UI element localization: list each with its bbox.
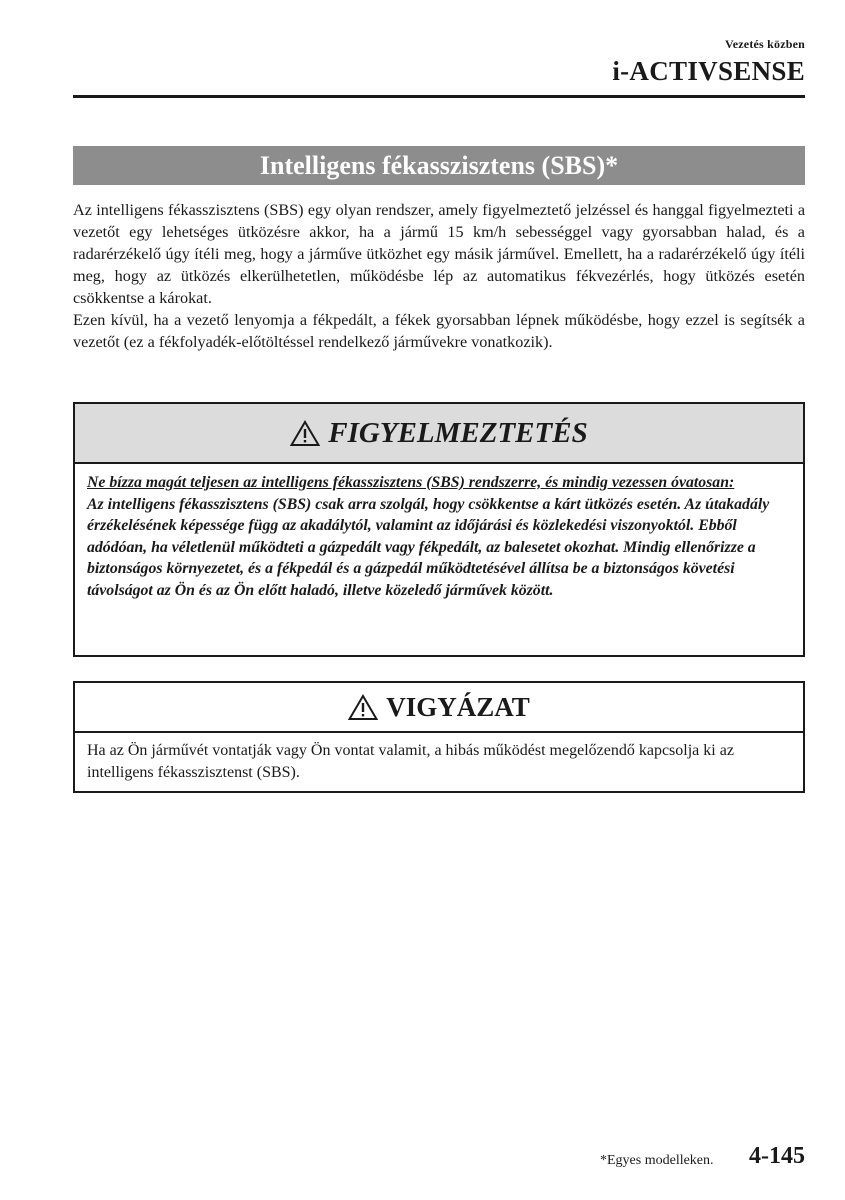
- footer-note: *Egyes modelleken.: [600, 1153, 714, 1168]
- page-number: 4-145: [749, 1143, 805, 1169]
- caution-box: [73, 681, 805, 793]
- intro-text: [73, 199, 805, 353]
- intro-paragraph-1: Az intelligens fékasszisztens (SBS) egy olyan rendszer, amely figyelmeztető jelzéssel és hanggal figyelmezteti a vezetőt egy lehetséges ütközésre akkor, ha a jármű 15 km/h sebességgel vagy gyorsabban halad, és a radarérzékelő úgy ítéli meg, hogy a járműve ütközhet egy másik járművel. Emellett, ha a radarérzékelő úgy ítéli meg, hogy az ütközés elkerülhetetlen, működésbe lép az automatikus fékvezérlés, hogy ütközés esetén csökkentse a károkat.: [73, 201, 805, 307]
- warning-title: FIGYELMEZTETÉS: [328, 416, 588, 449]
- warning-text: Az intelligens fékasszisztens (SBS) csak arra szolgál, hogy csökkentse a kárt ütközés esetén. Az útakadály érzékelésének képessége függ az akadálytól, valamint az időjárási és közlekedési viszonyoktól. Ebből adódóan, ha véletlenül működteti a gázpedált vagy fékpedált, az balesetet okozhat. Mindig ellenőrizze a biztonságos környezetet, és a fékpedál és a gázpedál működtetésével állítsa be a biztonságos követési távolságot az Ön és az Ön előtt haladó, illetve közeledő járművek között.: [87, 495, 770, 599]
- warning-triangle-icon: [290, 420, 320, 447]
- header-chapter-title: i-ACTIVSENSE: [612, 56, 805, 86]
- intro-paragraph-2: Ezen kívül, ha a vezető lenyomja a fékpedált, a fékek gyorsabban lépnek működésbe, hogy ezzel is segítsék a vezetőt (ez a fékfolyadék-előtöltéssel rendelkező járművekre vonatkozik).: [73, 311, 805, 351]
- warning-lead: Ne bízza magát teljesen az intelligens fékasszisztens (SBS) rendszerre, és mindig vezessen óvatosan:: [87, 474, 735, 491]
- caution-header: [75, 683, 803, 733]
- warning-box: [73, 402, 805, 657]
- caution-title: VIGYÁZAT: [386, 691, 530, 722]
- section-title-bar: [73, 146, 805, 185]
- caution-text: Ha az Ön járművét vontatják vagy Ön vontat valamit, a hibás működést megelőzendő kapcsolja ki az intelligens fékasszisztenst (SBS).: [87, 742, 734, 781]
- warning-header: [75, 404, 803, 464]
- caution-triangle-icon: [348, 694, 378, 721]
- header-rule: [73, 95, 805, 98]
- header-section-label: Vezetés közben: [724, 37, 805, 51]
- caution-body: [75, 733, 803, 784]
- section-title: Intelligens fékasszisztens (SBS)*: [259, 150, 619, 180]
- warning-body: [75, 464, 803, 601]
